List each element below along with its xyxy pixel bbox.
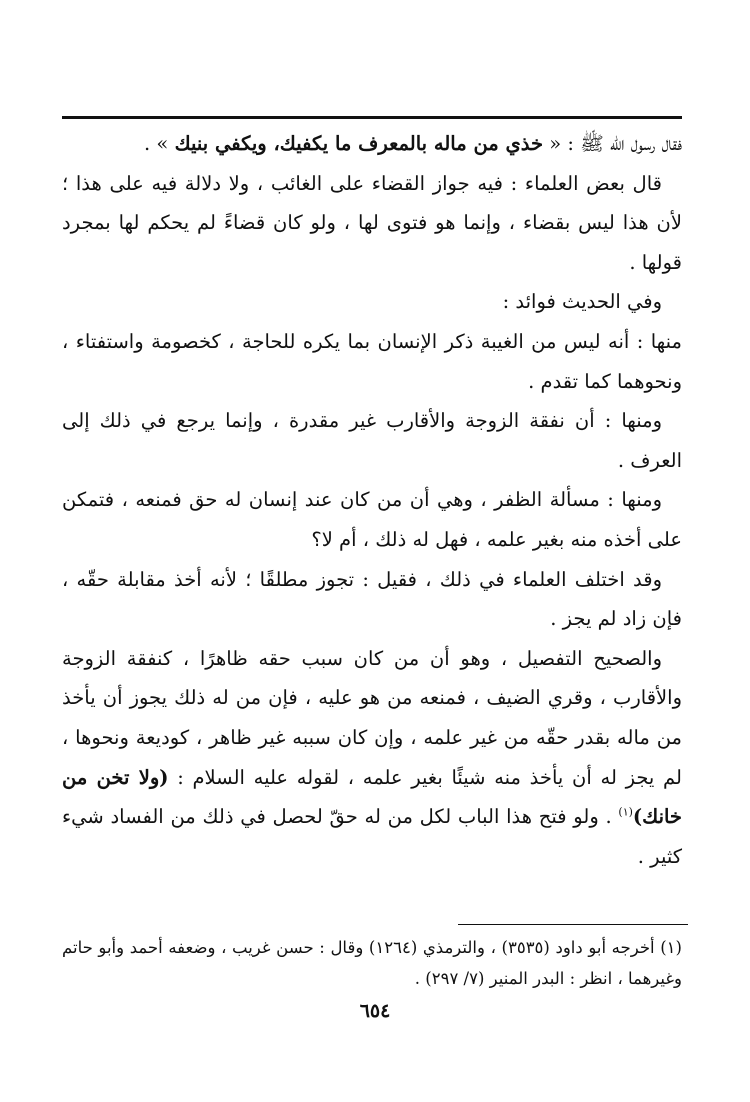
main-text	[62, 124, 682, 876]
paragraph-8-end: . ولو فتح هذا الباب لكل من له حقّ لحصل في ذلك من الفساد شيء كثير .	[62, 805, 682, 868]
hadith-quote: خذي من ماله بالمعرف ما يكفيك، ويكفي بنيك	[174, 132, 544, 155]
paragraph-1-intro: فقال رسول الله ﷺ : «	[543, 132, 682, 155]
footnotes	[62, 932, 682, 994]
header-rule	[62, 116, 682, 119]
paragraph-5: ومنها : أن نفقة الزوجة والأقارب غير مقدرة ، وإنما يرجع في ذلك إلى العرف .	[62, 409, 682, 472]
footnote-1: (١) أخرجه أبو داود (٣٥٣٥) ، والترمذي (١٢٦٤) وقال : حسن غريب ، وضعفه أحمد وأبو حاتم وغيرهما ، انظر : البدر المنير (٧/ ٢٩٧) .	[62, 938, 682, 988]
paragraph-8-main: والصحيح التفصيل ، وهو أن من كان سبب حقه ظاهرًا ، كنفقة الزوجة والأقارب ، وقري الضيف ، فمنعه من هو عليه ، فإن من له ذلك يجوز أن يأخذ من ماله بقدر حقّه من غير علمه ، وإن كان سببه غير ظاهر ، كوديعة ونحوها ، لم يجز له أن يأخذ منه شيئًا بغير علمه ، لقوله عليه السلام :	[62, 646, 682, 789]
paragraph-7: وقد اختلف العلماء في ذلك ، فقيل : تجوز مطلقًا ؛ لأنه أخذ مقابلة حقّه ، فإن زاد لم يجز .	[62, 567, 682, 631]
paragraph-1-close: » .	[144, 132, 175, 155]
paragraph-1	[62, 124, 682, 164]
paragraph-4: منها : أنه ليس من الغيبة ذكر الإنسان بما يكره للحاجة ، كخصومة واستفتاء ، ونحوهما كما تقدم .	[62, 329, 682, 393]
paragraph-3: وفي الحديث فوائد :	[502, 290, 662, 314]
footnote-ref-1: (١)	[618, 805, 633, 819]
hadith-quote-2: (ولا تخن من خانك)	[62, 765, 682, 829]
footnote-rule	[458, 924, 688, 925]
paragraph-8	[62, 639, 682, 877]
paragraph-2: قال بعض العلماء : فيه جواز القضاء على الغائب ، ولا دلالة فيه على هذا ؛ لأن هذا ليس بقضاء ، وإنما هو فتوى لها ، ولو كان قضاءً لم يحكم لها بمجرد قولها .	[62, 171, 682, 274]
paragraph-6: ومنها : مسألة الظفر ، وهي أن من كان عند إنسان له حق فمنعه ، فتمكن على أخذه منه بغير علمه ، فهل له ذلك ، أم لا؟	[62, 488, 682, 551]
page-number: ٦٥٤	[359, 1000, 391, 1022]
